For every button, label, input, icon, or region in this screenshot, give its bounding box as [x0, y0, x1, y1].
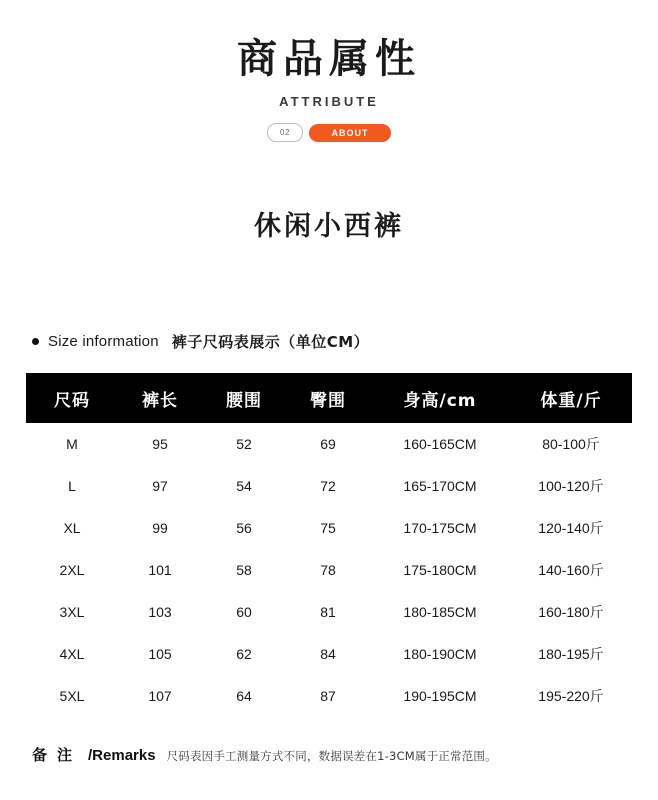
remarks-label-en: /Remarks [88, 747, 156, 764]
size-information-label-cn: 裤子尺码表展示（单位CM） [171, 333, 370, 351]
table-cell: 84 [286, 633, 370, 675]
page-header [0, 0, 658, 142]
table-cell: 4XL [26, 633, 118, 675]
table-row [26, 423, 632, 465]
table-cell: 175-180CM [370, 549, 510, 591]
table-cell: 100-120斤 [510, 465, 632, 507]
remarks-label-cn: 备注 [32, 746, 83, 764]
badge-row [0, 123, 658, 142]
table-cell: 95 [118, 423, 202, 465]
table-cell: 99 [118, 507, 202, 549]
table-row [26, 633, 632, 675]
table-cell: 140-160斤 [510, 549, 632, 591]
table-cell: L [26, 465, 118, 507]
size-information-heading [0, 331, 658, 352]
table-cell: M [26, 423, 118, 465]
table-cell: 180-190CM [370, 633, 510, 675]
table-cell: 81 [286, 591, 370, 633]
table-row [26, 591, 632, 633]
table-cell: 75 [286, 507, 370, 549]
table-header-cell: 身高/cm [370, 373, 510, 423]
table-row [26, 675, 632, 717]
page-subtitle: ATTRIBUTE [279, 94, 379, 109]
page-title: 商品属性 [237, 36, 421, 82]
table-cell: 107 [118, 675, 202, 717]
table-cell: 165-170CM [370, 465, 510, 507]
bullet-dot-icon [32, 338, 39, 345]
table-cell: 195-220斤 [510, 675, 632, 717]
table-cell: 170-175CM [370, 507, 510, 549]
size-table-wrapper [26, 373, 632, 717]
table-cell: 3XL [26, 591, 118, 633]
table-header-cell: 尺码 [26, 373, 118, 423]
size-table-body [26, 423, 632, 717]
about-badge: ABOUT [309, 124, 391, 142]
table-cell: 58 [202, 549, 286, 591]
table-header-cell: 体重/斤 [510, 373, 632, 423]
table-cell: 97 [118, 465, 202, 507]
table-cell: 103 [118, 591, 202, 633]
table-cell: 190-195CM [370, 675, 510, 717]
table-cell: 52 [202, 423, 286, 465]
table-cell: 5XL [26, 675, 118, 717]
table-cell: 87 [286, 675, 370, 717]
section-number-badge: 02 [267, 123, 303, 142]
table-header-cell: 裤长 [118, 373, 202, 423]
table-cell: 62 [202, 633, 286, 675]
table-cell: 60 [202, 591, 286, 633]
table-cell: 180-195斤 [510, 633, 632, 675]
table-row [26, 549, 632, 591]
table-cell: 180-185CM [370, 591, 510, 633]
table-cell: 120-140斤 [510, 507, 632, 549]
size-table-head [26, 373, 632, 423]
table-cell: XL [26, 507, 118, 549]
table-cell: 105 [118, 633, 202, 675]
table-cell: 160-165CM [370, 423, 510, 465]
table-row [26, 465, 632, 507]
table-cell: 101 [118, 549, 202, 591]
remarks [32, 744, 632, 765]
table-row [26, 507, 632, 549]
table-cell: 69 [286, 423, 370, 465]
product-name: 休闲小西裤 [254, 211, 404, 242]
remarks-note: 尺码表因手工测量方式不同，数据误差在1-3CM属于正常范围。 [166, 749, 497, 763]
table-cell: 64 [202, 675, 286, 717]
table-cell: 78 [286, 549, 370, 591]
size-table [26, 373, 632, 717]
table-cell: 80-100斤 [510, 423, 632, 465]
table-cell: 72 [286, 465, 370, 507]
table-cell: 160-180斤 [510, 591, 632, 633]
table-header-cell: 臀围 [286, 373, 370, 423]
table-header-cell: 腰围 [202, 373, 286, 423]
table-header-row [26, 373, 632, 423]
table-cell: 2XL [26, 549, 118, 591]
table-cell: 56 [202, 507, 286, 549]
table-cell: 54 [202, 465, 286, 507]
size-information-label-en: Size information [48, 333, 159, 350]
